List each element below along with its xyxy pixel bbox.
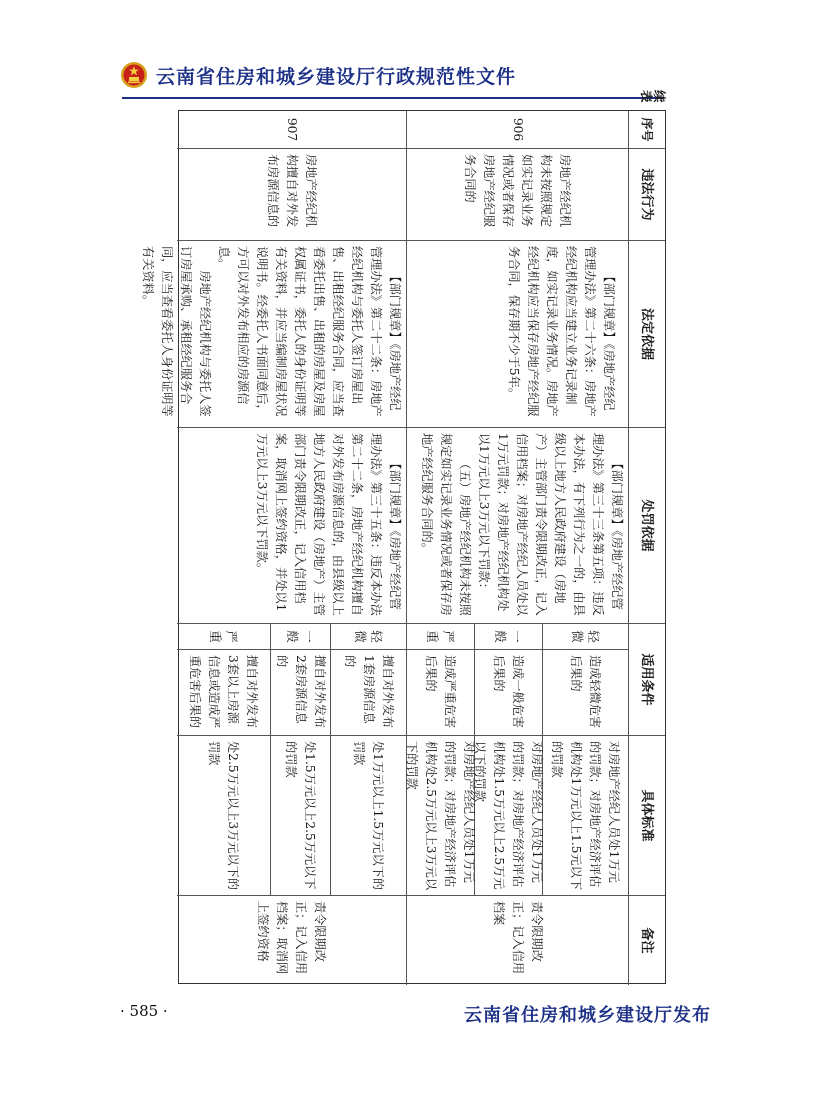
penalty-table bbox=[141, 90, 667, 984]
row-907-condition-light: 擅自对外发布1套房源信息的 bbox=[330, 650, 406, 736]
row-907-standard-general: 处1.5万元以上2.5万元以下的罚款 bbox=[270, 736, 330, 896]
row-906-severity-light: 轻微 bbox=[542, 624, 628, 650]
row-906-seq: 906 bbox=[406, 111, 628, 149]
row-907-penalty-basis bbox=[177, 428, 406, 624]
row-907-severity-serious: 严重 bbox=[177, 624, 270, 650]
document-header bbox=[120, 58, 516, 92]
row-906-standard-light: 对房地产经纪人员处1万元的罚款；对房地产经济评估机构处1万元以上1.5元以下的罚款 bbox=[542, 736, 628, 896]
header-remarks: 备注 bbox=[628, 896, 665, 985]
legal-basis-paragraph-2: 房地产经纪机构与委托人签订房屋承购、承租经纪服务合同，应当查看委托人身份证明等有关资料。 bbox=[141, 246, 212, 417]
page-number: · 585 · bbox=[120, 1002, 168, 1020]
header-standard: 具体标准 bbox=[628, 736, 665, 896]
row-907-remarks: 责令限期改正；记入信用档案；取消网上签约资格 bbox=[256, 901, 328, 975]
row-906-penalty-basis bbox=[406, 428, 628, 624]
continued-label: 续表 bbox=[639, 90, 667, 103]
legal-basis-paragraph-1: 【部门规章】《房地产经纪管理办法》第二十二条：房地产经纪机构与委托人签订房屋出售、出租经纪服务合同，应当查看委托出售、出租的房屋及房屋权属证书，委托人的身份证明等有关资料，并应当编制房屋状况说明书。经委托人书面同意后，方可以对外发布相应的房源信息。 bbox=[217, 246, 402, 417]
row-906-severity-general: 一般 bbox=[474, 624, 542, 650]
header-condition: 适用条件 bbox=[628, 624, 665, 736]
violation-text: 房地产经纪机构未按照规定如实记录业务情况或者保存房地产经纪服务合同的 bbox=[463, 154, 573, 228]
row-906-legal-basis bbox=[406, 241, 628, 428]
row-906-violation bbox=[406, 149, 628, 241]
row-906-condition-serious: 造成严重危害后果的 bbox=[406, 650, 474, 736]
penalty-basis-paragraph-1: 【部门规章】《房地产经纪管理办法》第三十三条第五项：违反本办法，有下列行为之一的，由县级以上地方人民政府建设（房地产）主管部门责令限期改正，记入信用档案；对房地产经纪人员处以1万元罚款；对房地产经纪机构处以1万元以上3万元以下罚款： bbox=[477, 433, 624, 616]
penalty-basis-paragraph-2: （五）房地产经纪机构未按照规定如实记录业务情况或者保存房地产经纪服务合同的。 bbox=[420, 433, 472, 616]
row-907-standard-light: 处1万元以上1.5万元以下的罚款 bbox=[330, 736, 406, 896]
row-907-seq: 907 bbox=[177, 111, 406, 149]
header-seq: 序号 bbox=[628, 111, 665, 149]
row-906-condition-light: 造成轻微危害后果的 bbox=[542, 650, 628, 736]
publisher-footer: 云南省住房和城乡建设厅发布 bbox=[464, 1005, 711, 1026]
row-907-severity-light: 轻微 bbox=[330, 624, 406, 650]
row-906-condition-general: 造成一般危害后果的 bbox=[474, 650, 542, 736]
row-906-severity-serious: 严重 bbox=[406, 624, 474, 650]
document-title: 云南省住房和城乡建设厅行政规范性文件 bbox=[156, 65, 517, 88]
row-907-severity-general: 一般 bbox=[270, 624, 330, 650]
header-violation: 违法行为 bbox=[628, 149, 665, 241]
national-emblem-icon bbox=[120, 61, 148, 89]
header-legal-basis: 法定依据 bbox=[628, 241, 665, 428]
row-906-standard-serious: 对房地产经纪人员处1万元的罚款；对房地产经济评估机构处2.5万元以上3万元以下的罚款 bbox=[406, 736, 474, 896]
row-907-standard-serious: 处2.5万元以上3万元以下的罚款 bbox=[177, 736, 270, 896]
row-907-violation bbox=[177, 149, 406, 241]
violation-text: 房地产经纪机构擅自对外发布房源信息的 bbox=[266, 154, 318, 228]
row-907-condition-general: 擅自对外发布2套房源信息的 bbox=[270, 650, 330, 736]
row-906-remarks: 责令限期改正；记入信用档案 bbox=[406, 896, 628, 985]
row-906-standard-general: 对房地产经纪人员处1万元的罚款；对房地产经济评估机构处1.5万元以上2.5万元以下的罚款 bbox=[474, 736, 542, 896]
header-divider bbox=[122, 97, 664, 99]
row-907-condition-serious: 擅自对外发布3套以上房源信息或造成严重危害后果的 bbox=[177, 650, 270, 736]
row-907-legal-basis bbox=[141, 241, 406, 428]
penalty-basis-text: 【部门规章】《房地产经纪管理办法》第三十五条：违反本办法第二十二条，房地产经纪机构擅自对外发布房源信息的，由县级以上地方人民政府建设（房地产）主管部门责令限期改正，记入信用档案，取消网上签约资格，并处以1万元以上3万元以下罚款。 bbox=[255, 433, 402, 616]
legal-basis-text: 【部门规章】《房地产经纪管理办法》第二十六条：房地产经纪机构应当建立业务记录制度，如实记录业务情况。房地产经纪机构应当保存房地产经纪服务合同，保存期不少于5年。 bbox=[507, 246, 616, 417]
header-penalty-basis: 处罚依据 bbox=[628, 428, 665, 624]
